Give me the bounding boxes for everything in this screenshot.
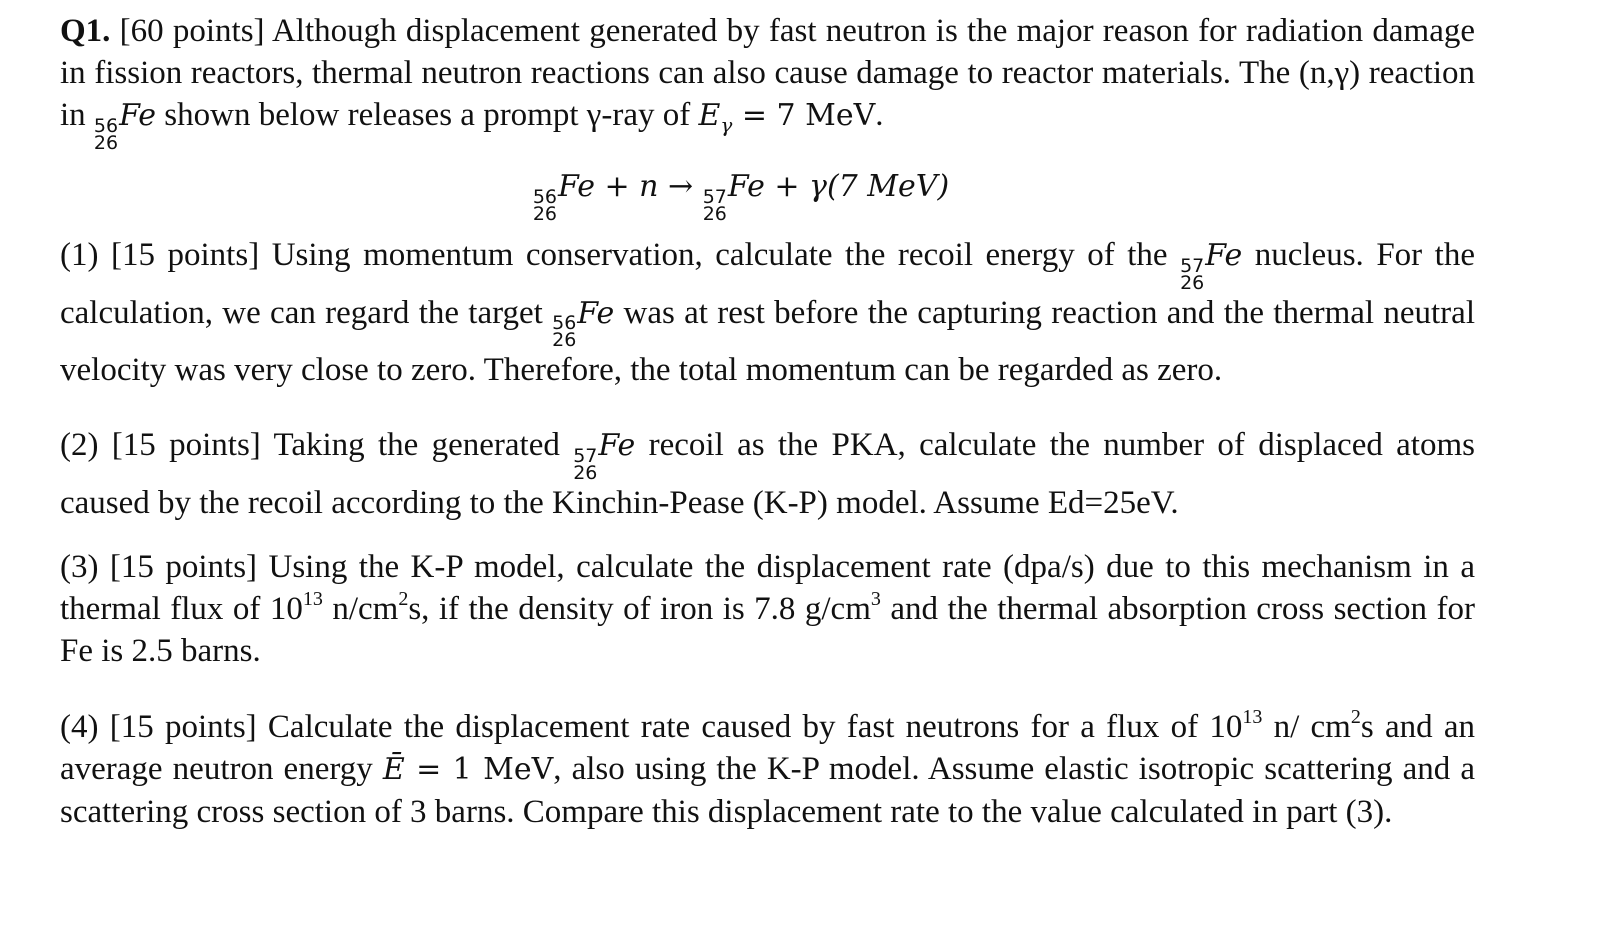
isotope-fe56-eq: 56 26: [532, 185, 558, 225]
question-intro: Q1. [60 points] Although displacement generated by fast neutron is the major reason for radiation damage in fission reactors, thermal neutron reactions can also cause damage to reactor materials. The (n,γ) reaction in 56 26 Fe shown below releases a prompt γ-ray of $E_\gamma = 7$ MeV.: [60, 13, 1475, 154]
isotope-fe56-intro: 56 26: [93, 114, 119, 154]
isotope-fe57-eq: 57 26: [702, 185, 727, 225]
part-1: (1) [15 points] Using momentum conservation, calculate the recoil energy of the 57 26 Fe nucleus. For the calculation, we can regard the target 56 26 Fe was at rest before the capturing reaction and the thermal neutral velocity was very close to zero. Therefore, the total momentum can be regarded as zero.: [60, 237, 1475, 389]
isotope-fe57-part1: 57 26: [1180, 254, 1205, 294]
capture-reaction-equation: 56 26 Fe + n → 57 26 Fe + γ(7 MeV): [532, 169, 950, 225]
part-3: (3) [15 points] Using the K-P model, calculate the displacement rate (dpa/s) due to this mechanism in a thermal flux of $10^{13}$ $n/cm^2s$, if the density of iron is 7.8 $g/cm^3$ and the thermal absorption cross section for Fe is 2.5 barns.: [60, 549, 1476, 669]
part-2: (2) [15 points] Taking the generated 57 26 Fe recoil as the PKA, calculate the number of displaced atoms caused by the recoil according to the Kinchin-Pease (K-P) model. Assume Ed=25eV.: [60, 427, 1475, 521]
isotope-fe56-part1: 56 26: [552, 312, 577, 352]
part-4: (4) [15 points] Calculate the displacement rate caused by fast neutrons for a flux of $10^{13}$ n/ $cm^2s$ and an average neutron energy Ē = 1 MeV, also using the K-P model. Assume elastic isotropic scattering and a scattering cross section of 3 barns. Compare this displacement rate to the value calculated in part (3).: [60, 706, 1476, 830]
question-label: Q1.: [60, 13, 111, 49]
isotope-fe57-part2: 57 26: [573, 444, 598, 484]
